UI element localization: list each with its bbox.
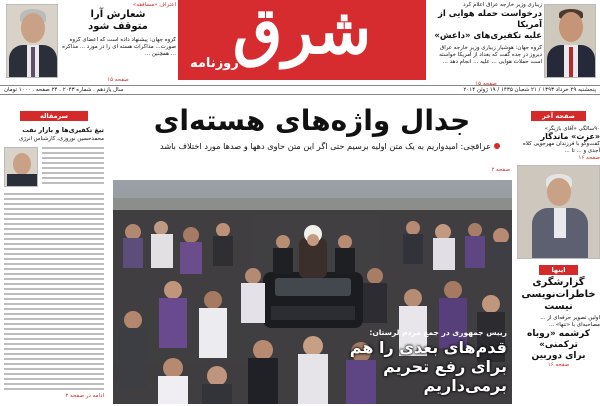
right-column-title: «عزت» ماندگار <box>540 132 600 141</box>
right-column-page-ref-2: صفحه ۱۶ <box>547 362 570 368</box>
right-column-title2-1: گزارشگری <box>532 277 585 288</box>
right-column-title3-1: کرشمه «روباه ترکمنی» <box>527 329 590 350</box>
right-column-title3-2: برای دوربین <box>531 351 586 361</box>
caption-line-1: قدم‌های بعدی را هم <box>349 338 507 357</box>
headline-page-ref: صفحه ۲ <box>491 167 510 173</box>
right-column-page-ref: صفحه ۱۶ <box>578 155 600 161</box>
left-portrait <box>6 4 58 78</box>
left-column-page-ref: ادامه در صفحه ۲ <box>65 393 104 399</box>
photo-caption <box>335 326 513 400</box>
right-column-tag-2: اینها <box>539 265 578 275</box>
actor-photo <box>517 165 600 259</box>
left-column-title: تیغ تکفیری‌ها و بازار نفت <box>22 126 104 134</box>
right-column-title2-2: خاطرات‌نویسی نیست <box>521 289 596 312</box>
left-item-body: گروه جهان: پیشنهاد داده است که اعضای گروه صورت... مذاکرات هسته ای را در مورد ... مذاکره ... همچنین ... <box>62 37 176 57</box>
logo <box>178 0 426 80</box>
right-item-page-ref: صفحه ۱۵ <box>475 81 497 87</box>
right-column-body: گفت‌وگو با فرزندان مهرجویی کلاه آجدی و ... تا ... <box>522 141 600 154</box>
left-item-page-ref: صفحه ۱۵ <box>107 77 129 83</box>
left-item-kicker: اعتراف «مسافقه» <box>132 2 176 8</box>
right-item-kicker: زیباری وزیر خارجه عراق اعلام کرد <box>463 2 542 8</box>
right-column-body2: اولین تصویر حرفه‌ای از ... مصاحبه‌ای با «تنها» ... <box>540 315 600 328</box>
right-column <box>517 111 600 406</box>
right-column-tag: صفحه آخر <box>531 111 586 121</box>
masthead-left-item <box>60 2 176 84</box>
left-item-title-1: شعارش آرا <box>90 9 146 20</box>
left-column-author: محمدحسین نوروزی، کارشناس انرژی <box>18 136 104 142</box>
right-item-body: گروه جهان: هوشیار زیباری وزیر خارجه عراق دیروز در جده گفت که بغداد از آمریکا خواسته است حملات هوایی ... علیه ... انجام دهد ... <box>439 45 542 65</box>
caption-kicker: رییس جمهوری در جمع مردم لرستان: <box>369 328 507 337</box>
right-column-kicker: ۹۰سالگی «آقای بازیگر» <box>544 126 600 132</box>
masthead <box>0 0 600 94</box>
right-item-title-2: علیه تکفیری‌های «داعش» <box>434 31 542 41</box>
caption-headline <box>335 338 507 395</box>
logo-text: شرق <box>232 0 372 69</box>
logo-subtitle: روزنامه <box>190 56 239 71</box>
left-item-title-2: متوقف شود <box>88 21 148 32</box>
left-column-tag: سرمقاله <box>20 111 88 121</box>
dateline-date: پنجشنبه ۲۹ خرداد ۱۳۹۳ / ۲۱ شعبان ۱۴۳۵ / ۱۹ ژوئن ۲۰۱۴ <box>463 87 596 93</box>
headline-subtitle-text: عراقچی: امیدواریم به یک متن اولیه برسیم حتی اگر این متن حاوی دهها و صدها مورد اختلاف باشد <box>160 141 491 151</box>
right-portrait <box>544 4 596 78</box>
dateline-issue: سال یازدهم . شماره ۲۰۴۳ . ۲۴ صفحه . ۱۰۰۰ تومان <box>4 87 124 93</box>
left-column <box>0 111 108 406</box>
bullet-icon <box>494 143 500 149</box>
caption-line-2: برای رفع تحریم برمی‌داریم <box>383 357 507 395</box>
masthead-right-item <box>430 2 542 87</box>
headline-subtitle <box>112 140 500 152</box>
main-headline: جدال واژه‌های هسته‌ای <box>153 104 471 137</box>
right-item-title-1: درخواست حمله هوایی از آمریکا <box>437 9 542 30</box>
author-photo <box>4 147 38 187</box>
dateline <box>0 85 600 95</box>
